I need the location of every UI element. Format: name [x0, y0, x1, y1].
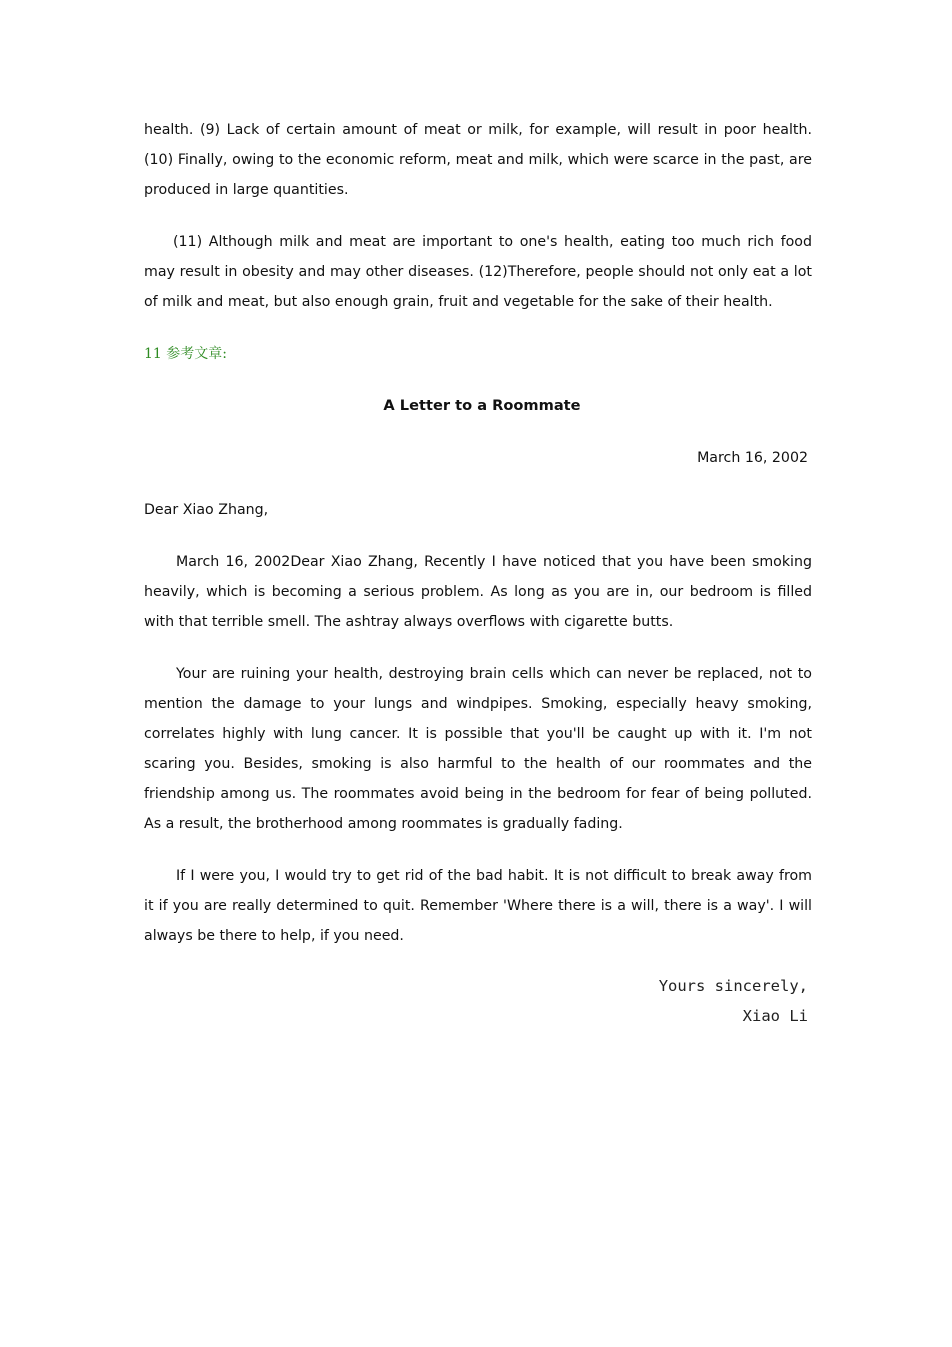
salutation: Dear Xiao Zhang,: [144, 502, 269, 518]
spacer: [144, 951, 812, 971]
letter-closing: Yours sincerely,: [658, 977, 808, 995]
letter-date: March 16, 2002: [697, 450, 808, 466]
spacer: [144, 369, 812, 391]
paragraph-continued: health. (9) Lack of certain amount of meat or milk, for example, will result in poor health. (10) Finally, owing to the economic reform, meat and milk, which were scarce in the past, are produced in large quantities.: [144, 122, 812, 198]
spacer: [144, 637, 812, 659]
spacer: [144, 839, 812, 861]
document-content: [144, 115, 812, 1031]
spacer: [144, 421, 812, 443]
section-heading: 11 参考文章:: [144, 346, 227, 362]
letter-signature: Xiao Li: [742, 1007, 808, 1025]
spacer: [144, 205, 812, 227]
spacer: [144, 473, 812, 495]
spacer: [144, 525, 812, 547]
spacer: [144, 317, 812, 339]
letter-body-paragraph-2: Your are ruining your health, destroying brain cells which can never be replaced, not to mention the damage to your lungs and windpipes. Smoking, especially heavy smoking, correlates highly with lung cancer. It is possible that you'll be caught up with it. I'm not scaring you. Besides, smoking is also harmful to the health of our roommates and the friendship among us. The roommates avoid being in the bedroom for fear of being polluted. As a result, the brotherhood among roommates is gradually fading.: [144, 666, 812, 832]
letter-title: A Letter to a Roommate: [383, 397, 581, 414]
letter-body-paragraph-3: If I were you, I would try to get rid of the bad habit. It is not difficult to break away from it if you are really determined to quit. Remember 'Where there is a will, there is a way'. I will always be there to help, if you need.: [144, 868, 812, 944]
letter-body-paragraph-1: March 16, 2002Dear Xiao Zhang, Recently I have noticed that you have been smoking heavily, which is becoming a serious problem. As long as you are in, our bedroom is filled with that terrible smell. The ashtray always overflows with cigarette butts.: [144, 554, 812, 630]
paragraph-11: (11) Although milk and meat are important to one's health, eating too much rich food may result in obesity and may other diseases. (12)Therefore, people should not only eat a lot of milk and meat, but also enough grain, fruit and vegetable for the sake of their health.: [144, 234, 812, 310]
